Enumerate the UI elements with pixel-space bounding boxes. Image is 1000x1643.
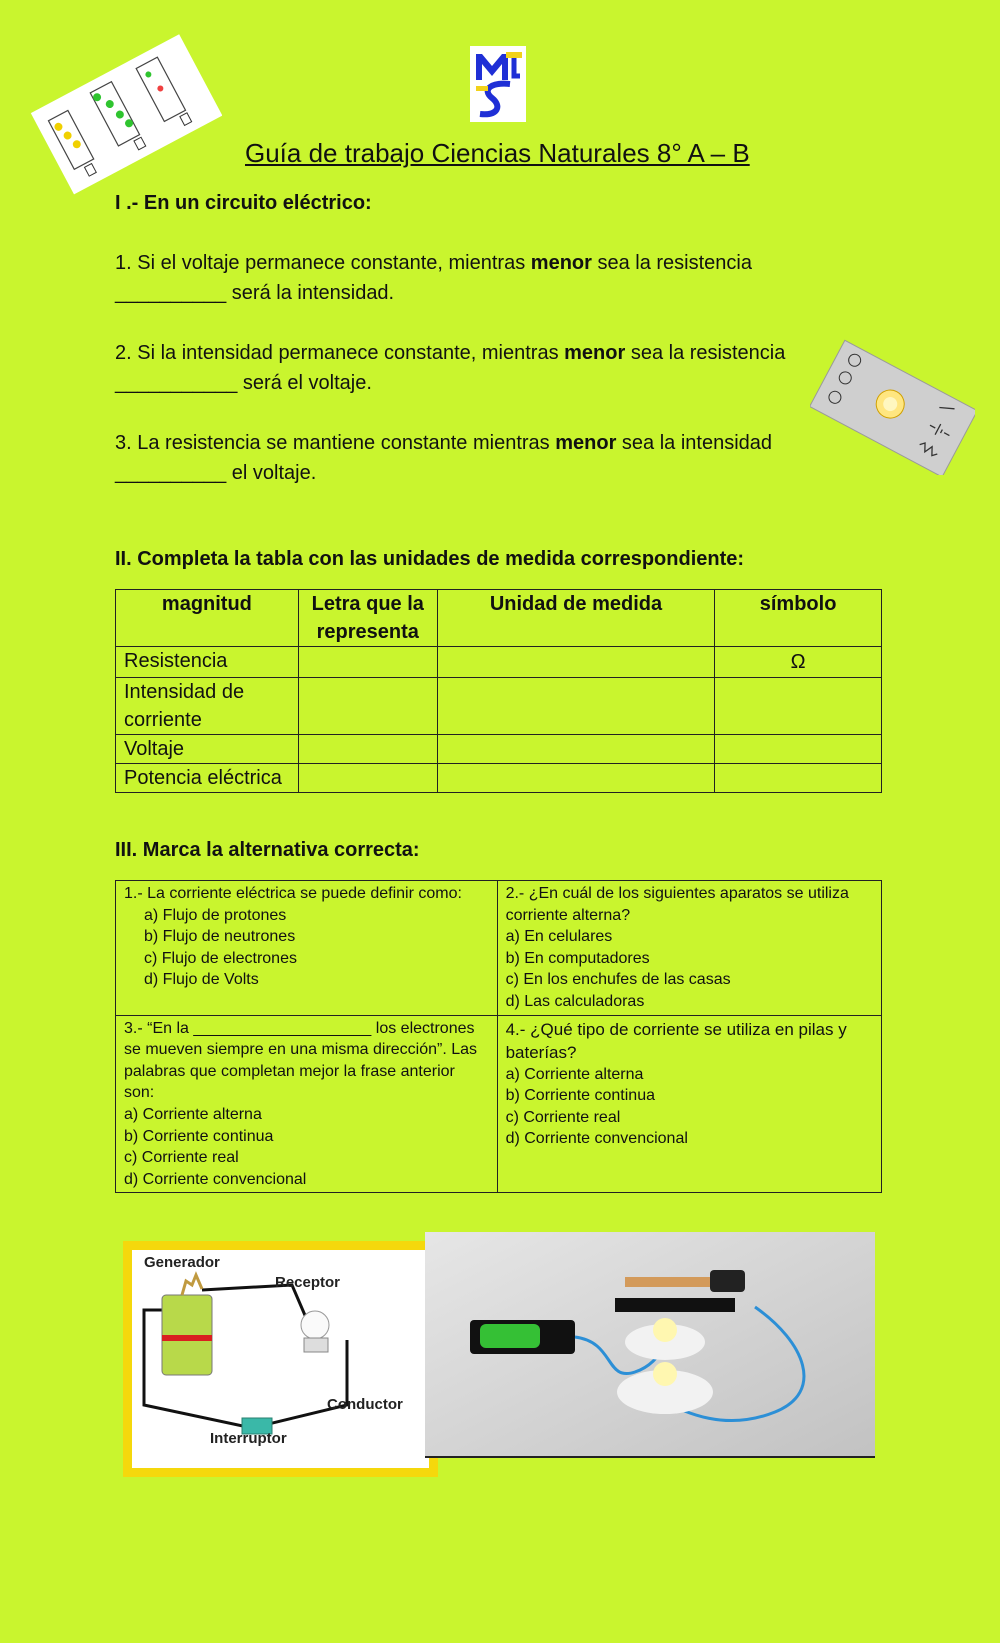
- circuit-diagram: [123, 1241, 438, 1477]
- answer-cell[interactable]: [437, 678, 714, 735]
- symbol-cell: Ω: [715, 647, 882, 678]
- option[interactable]: c) Corriente real: [505, 1108, 621, 1126]
- option[interactable]: b) Corriente continua: [505, 1087, 655, 1105]
- label-conductor: Conductor: [327, 1396, 403, 1413]
- mc-question-4: 4.- ¿Qué tipo de corriente se utiliza en pilas y baterías? a) Corriente alterna b) Corriente continua c) Corriente real d) Corriente convencional: [497, 1015, 881, 1193]
- option[interactable]: b) En computadores: [505, 949, 650, 967]
- question-1: 1. Si el voltaje permanece constante, mientras menor sea la resistencia __________ será la intensidad.: [115, 252, 752, 304]
- table-row: Potencia eléctrica: [116, 764, 882, 793]
- table-row: Intensidad de corriente: [116, 678, 882, 735]
- multiple-choice-table: [115, 880, 882, 1193]
- answer-blank-1: __________: [115, 282, 227, 304]
- answer-blank-2: ___________: [115, 372, 238, 394]
- answer-cell[interactable]: [715, 764, 882, 793]
- mc-question-3: 3.- “En la ____________________ los electrones se mueven siempre en una misma dirección”. Las palabras que completan mejor la frase anterior son: a) Corriente alterna b) Corriente continua c) Corriente real d) Corriente convencional: [116, 1015, 498, 1193]
- header-magnitud: magnitud: [116, 590, 299, 647]
- answer-cell[interactable]: [437, 764, 714, 793]
- answer-cell[interactable]: [437, 647, 714, 678]
- label-interruptor: Interruptor: [210, 1430, 287, 1447]
- question-2: 2. Si la intensidad permanece constante, mientras menor sea la resistencia ___________ será el voltaje.: [115, 342, 786, 394]
- units-table: [115, 589, 882, 793]
- mc-question-1: 1.- La corriente eléctrica se puede definir como: a) Flujo de protones b) Flujo de neutrones c) Flujo de electrones d) Flujo de Volts: [116, 881, 498, 1016]
- option[interactable]: c) En los enchufes de las casas: [505, 971, 731, 989]
- section-1-heading: I .- En un circuito eléctrico:: [115, 192, 372, 214]
- header-letra: Letra que la representa: [298, 590, 437, 647]
- option[interactable]: a) Corriente alterna: [505, 1065, 644, 1083]
- answer-cell[interactable]: [437, 735, 714, 764]
- answer-cell[interactable]: [298, 678, 437, 735]
- question-3: 3. La resistencia se mantiene constante mientras menor sea la intensidad __________ el voltaje.: [115, 432, 773, 484]
- answer-cell[interactable]: [715, 735, 882, 764]
- section-2-heading: II. Completa la tabla con las unidades de medida correspondiente:: [115, 548, 745, 570]
- mc-question-2: 2.- ¿En cuál de los siguientes aparatos se utiliza corriente alterna? a) En celulares b) En computadores c) En los enchufes de las casas d) Las calculadoras: [497, 881, 881, 1016]
- answer-blank-3: __________: [115, 462, 227, 484]
- table-row: Resistencia Ω: [116, 647, 882, 678]
- header-simbolo: símbolo: [715, 590, 882, 647]
- answer-cell[interactable]: [298, 764, 437, 793]
- section-3-heading: III. Marca la alternativa correcta:: [115, 839, 420, 861]
- option[interactable]: b) Flujo de neutrones: [144, 928, 296, 946]
- option[interactable]: d) Corriente convencional: [505, 1130, 688, 1148]
- label-receptor: Receptor: [275, 1274, 341, 1291]
- answer-cell[interactable]: [298, 647, 437, 678]
- circuit-photo: [425, 1232, 875, 1458]
- label-generador: Generador: [144, 1254, 220, 1271]
- header-unidad: Unidad de medida: [437, 590, 714, 647]
- option[interactable]: d) Flujo de Volts: [144, 971, 259, 989]
- option[interactable]: d) Las calculadoras: [505, 992, 645, 1010]
- circuit-sheet-image: [22, 25, 222, 195]
- option[interactable]: c) Corriente real: [124, 1149, 239, 1167]
- table-header-row: [116, 590, 882, 647]
- school-logo: [470, 46, 526, 122]
- option[interactable]: a) Corriente alterna: [124, 1105, 262, 1123]
- table-row: Voltaje: [116, 735, 882, 764]
- option[interactable]: a) En celulares: [505, 928, 613, 946]
- option[interactable]: a) Flujo de protones: [144, 906, 287, 924]
- answer-cell[interactable]: [715, 678, 882, 735]
- page-title: Guía de trabajo Ciencias Naturales 8° A – B: [245, 138, 750, 168]
- option[interactable]: d) Corriente convencional: [124, 1170, 307, 1188]
- circuit-card-image: [810, 335, 975, 475]
- option[interactable]: b) Corriente continua: [124, 1127, 274, 1145]
- option[interactable]: c) Flujo de electrones: [144, 949, 297, 967]
- answer-cell[interactable]: [298, 735, 437, 764]
